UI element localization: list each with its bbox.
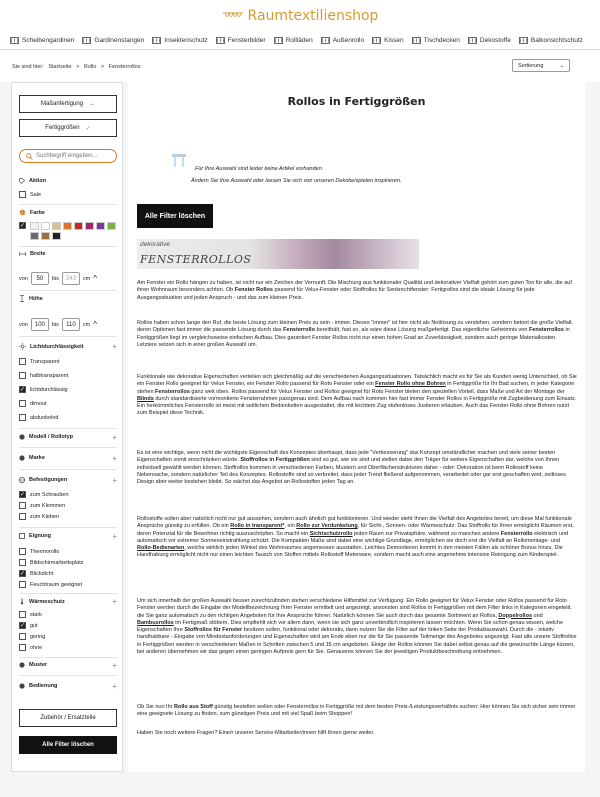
checkbox[interactable] bbox=[19, 386, 26, 393]
filter-option-label: zum Kleben bbox=[30, 513, 60, 520]
nav-item[interactable] bbox=[148, 37, 211, 44]
filter-option[interactable] bbox=[19, 386, 68, 393]
filter-sidebar bbox=[11, 82, 123, 772]
height-from-input[interactable]: 100 bbox=[31, 318, 49, 331]
filter-marke-header[interactable] bbox=[19, 455, 117, 461]
filter-option[interactable] bbox=[19, 548, 59, 555]
info-icon bbox=[19, 434, 25, 440]
filter-option[interactable] bbox=[19, 414, 58, 421]
color-swatch[interactable] bbox=[96, 222, 105, 230]
screw-icon bbox=[19, 477, 25, 483]
checkbox[interactable] bbox=[19, 491, 26, 498]
sort-select[interactable] bbox=[512, 59, 570, 72]
filter-option-label: Bildschirmarbeitsplatz bbox=[30, 559, 84, 566]
nav-item[interactable] bbox=[78, 37, 148, 44]
palette-icon bbox=[19, 209, 26, 216]
checkbox[interactable] bbox=[19, 502, 26, 509]
filter-eignung-title: Eignung bbox=[29, 533, 51, 539]
divider bbox=[19, 336, 117, 337]
sun-icon bbox=[19, 343, 26, 350]
collapse-icon[interactable]: + bbox=[112, 531, 117, 541]
expand-icon[interactable]: + bbox=[112, 432, 117, 442]
width-icon bbox=[19, 251, 26, 257]
divider bbox=[19, 593, 117, 594]
filter-option[interactable] bbox=[19, 400, 47, 407]
banner-title: FENSTERROLLOS bbox=[140, 253, 252, 266]
filter-option[interactable] bbox=[19, 502, 65, 509]
filter-option[interactable] bbox=[19, 559, 84, 566]
nav-item-label: Insektenschutz bbox=[164, 37, 208, 44]
insect-screen-icon bbox=[152, 37, 161, 44]
filter-licht-title: Lichtdurchlässigkeit bbox=[30, 343, 84, 350]
thermometer-icon bbox=[19, 598, 25, 605]
filter-option-label: zum Klemmen bbox=[30, 502, 66, 509]
text-paragraph: Funktionale wie dekorative Eigenschaften verteilen sich gleichmäßig auf die verschiedenen Ausgangssituationen. Tatsächlich macht es für Sie als Kunden wenig Unterschied, ob Sie ein Fenster Rollo geeignet für Velux Fenster, ein Fenster Rollo passend für Roto Fenster oder ein Fenster Rollo ohne Bohren in Fertiggröße für Ihr Bad suchen, in jeder Kategorie stehen Fensterrollos ganz weit oben. Rollos passend für Velux Fenster und Rollos geeignet für Roto Fenster bieten den speziellen Vorteil, dass Maße und Art der Montage der Blinds durch standardisierte vormontierte Fensterrahmen passgenau sind. Dem Aufbau nach kommen hier fast immer Fenster Rollos in Fertiggröße mit Zugbedienung zum Einsatz. Ein herkömmliches Fensterrollo ist meist mit seitlichen Bedienketten ausgestattet, die mit leichtem Zug stufenloses Justieren erlauben. Auch das Fenster Rollo ohne Bohren nutzt zum Beispiel diese Technik. bbox=[137, 374, 577, 417]
filter-option[interactable] bbox=[19, 570, 53, 577]
filter-option[interactable] bbox=[19, 611, 42, 618]
expand-icon[interactable]: + bbox=[112, 681, 117, 691]
range-from-label: von bbox=[19, 275, 28, 282]
check-icon: ✓ bbox=[85, 125, 91, 132]
text-paragraph: Haben Sie noch weitere Fragen? Eine/r unserer Service-Mitarbeiter/innen hilft Ihnen gerne weiter. bbox=[137, 730, 375, 736]
checkbox[interactable] bbox=[19, 358, 26, 365]
checkbox[interactable] bbox=[19, 622, 26, 629]
filter-option-label: gut bbox=[30, 622, 38, 629]
filter-option-label: dimout bbox=[30, 400, 47, 407]
filter-option-label: Transparent bbox=[30, 358, 60, 365]
checkbox[interactable] bbox=[19, 644, 26, 651]
filter-option-label: halbtransparent bbox=[30, 372, 69, 379]
color-swatch[interactable] bbox=[41, 232, 50, 240]
nav-item[interactable] bbox=[6, 37, 78, 44]
collapse-icon[interactable]: + bbox=[112, 342, 117, 351]
filter-hoehe-header[interactable] bbox=[19, 295, 117, 302]
fabric-icon bbox=[468, 37, 477, 44]
brand-icon bbox=[19, 455, 25, 461]
filter-option-label: stark bbox=[30, 611, 42, 618]
logo-curtain-icon bbox=[222, 11, 244, 21]
filter-licht-header[interactable] bbox=[19, 343, 117, 350]
nav-item-label: Balkonsichtschutz bbox=[530, 37, 583, 44]
no-results-hint: Ändern Sie Ihre Auswahl oder lassen Sie sich von unseren Dekobeispielen inspirieren. bbox=[191, 178, 402, 184]
text-paragraph: Rollos haben schon lange den Ruf, die beste Lösung zum kleinen Preis zu sein - immer. Dieses "immer" ist hier nicht als Notlösung zu verstehen, sondern betont die große Vielfalt, deren Optionen fast immer die passende Lösung durch das Fensterrollo bereithält, fast so, als wäre diese Lösung maßgefertigt. Das eigentliche Geheimnis von Fensterrollos in Fertiggrößen liegt im vergleichsweise einfachen Aufbau. Dies garantiert Fenster Rollos nicht nur einen hohen Grad an Zuverlässigkeit, sondern auch geringe Materialkosten. Letztere setzen sich in einer großen Auswahl um. bbox=[137, 320, 574, 348]
color-swatch[interactable] bbox=[41, 222, 50, 230]
site-logo[interactable] bbox=[222, 8, 379, 24]
collapse-icon[interactable]: + bbox=[112, 597, 117, 606]
tag-icon bbox=[19, 178, 25, 184]
filter-bedienung-header[interactable] bbox=[19, 683, 117, 689]
pattern-icon bbox=[19, 662, 25, 668]
filter-breite-title: Breite bbox=[30, 251, 46, 257]
text-paragraph: Rollostoffe sollen aber natürlich nicht nur gut aussehen, sondern auch ähnlich gut funktionieren. Und wieder steht Ihnen die Vielfalt des Angebotes bereit, um diese Mal funktionale Ansprüche günstig zu erfüllen. Ob ein Rollo in transparent*, ein Rollo zur Verdunkelung, für Sicht-, Sonnen- oder Wärmeschutz: Das Stoffrollo für Ihren ermöglicht Räumen erst, deren Potenzial für die Bewohner richtig auszuschöpfen. So macht ein Sichtschutzrollo jeden Raum zur Privatsphäre, während so manches andere Fensterrollo elektrisch und automatisch vor extremer Sonneneinstrahlung schützt. Die Kompakten Maße sind dabei eine wichtige Grundlage, ermöglichen sie doch erst die Vielfalt an Rollomontage- und Rollo-Bedienarten, welche wirklich jeden Winkel des Wohnraumes angemessen ausstatten. Leichtes Demontieren kommt in den meisten Fällen als schöner Bonus hinzu. Die Handhabung ermöglicht nicht nur einen leichten Tausch von Stoffen mittels Rollostoff Meterware, sondern macht auch eine angenehme intensive Reinigung zum Kinderspiel. bbox=[137, 516, 574, 559]
height-icon bbox=[19, 295, 25, 302]
filter-option-label: abdunkelnd bbox=[30, 414, 59, 421]
breadcrumb-separator: > bbox=[76, 64, 80, 70]
search-placeholder: Suchbegriff eingeben... bbox=[36, 153, 98, 159]
accessories-button[interactable]: Zubehör / Ersatzteile bbox=[19, 709, 117, 727]
nav-item-label: Rollläden bbox=[285, 37, 313, 44]
filter-modell-header[interactable] bbox=[19, 434, 117, 440]
divider bbox=[19, 428, 117, 429]
filter-aktion-title: Aktion bbox=[29, 178, 47, 184]
checkbox[interactable] bbox=[19, 633, 26, 640]
nav-item-label: Kissen bbox=[384, 37, 404, 44]
nav-item[interactable] bbox=[212, 37, 270, 44]
filter-option-label: Feuchtraum geeignet bbox=[30, 581, 82, 588]
filter-farbe-header[interactable] bbox=[19, 209, 117, 216]
breadcrumb-rollo[interactable]: Rollo bbox=[83, 64, 97, 70]
caret-up-icon[interactable]: ^ bbox=[93, 320, 98, 329]
site-header bbox=[0, 0, 600, 32]
breadcrumb bbox=[12, 64, 143, 70]
collapse-icon[interactable]: + bbox=[112, 475, 117, 485]
filter-option[interactable] bbox=[19, 372, 68, 379]
filter-option-label: ohne bbox=[30, 644, 43, 651]
control-icon bbox=[19, 683, 25, 689]
checkbox[interactable] bbox=[19, 548, 26, 555]
filter-marke-title: Marke bbox=[29, 455, 45, 461]
range-to-label: bis bbox=[51, 275, 59, 282]
width-range bbox=[19, 272, 97, 285]
divider bbox=[19, 204, 117, 205]
filter-muster-title: Muster bbox=[29, 662, 48, 668]
text-paragraph: Es ist eine wichtige, wenn nicht die wichtigste Eigenschaft des Konzeptes überhaupt, dass jede "Verbesserung" das Konzept umständlicher machen und viele seiner besten Eigenschaften somit einschränken würde. Stoffrollos in Fertiggrößen sind so gut, wie sie sind und stellen dabei den Träger für weitere Eigenschaften dar, welche von Ihnen individuell gewählt werden können. Stoffrollos kommen in verschiedenen Farben, Mustern und Oberflächenstrukturen daher - oder: Dekoration ist beim Rollostoff keine Nebensache, sondern natürlicher Teil des Konzeptes. Rollostoffe sind so verbreitet, dass jeder Trend fließend aufgenommen, verarbeitet oder gar erst geschaffen wird, zeitloses Design aber weiter bestehen bleibt. So wächst das Angebot an Rollostoffen jeden Tag an. bbox=[137, 450, 566, 485]
unit-label: cm bbox=[82, 321, 91, 328]
color-swatch[interactable] bbox=[52, 222, 61, 230]
breadcrumb-home[interactable]: Startseite bbox=[48, 64, 72, 70]
divider bbox=[19, 447, 117, 448]
banner-subtitle: dekorative bbox=[140, 241, 170, 248]
divider bbox=[19, 675, 117, 676]
arrow-right-icon: → bbox=[89, 101, 96, 107]
filter-befest-title: Befestigungen bbox=[29, 477, 68, 483]
height-to-input[interactable]: 110 bbox=[62, 318, 80, 331]
height-range bbox=[19, 318, 97, 331]
custom-size-label: Maßanfertigung bbox=[40, 101, 84, 107]
nav-item[interactable] bbox=[368, 37, 408, 44]
checkbox[interactable] bbox=[19, 559, 26, 566]
empty-result-icon bbox=[171, 153, 187, 169]
deco-banner[interactable] bbox=[137, 239, 419, 269]
logo-text: Raumtextilienshop bbox=[247, 8, 379, 24]
window-picture-icon bbox=[216, 37, 225, 44]
width-from-input[interactable]: 50 bbox=[31, 272, 49, 285]
checkbox[interactable] bbox=[19, 191, 26, 198]
filter-option-sale[interactable] bbox=[19, 191, 41, 198]
color-swatch[interactable] bbox=[52, 232, 61, 240]
category-nav bbox=[0, 32, 600, 50]
breadcrumb-separator: > bbox=[100, 64, 105, 70]
nav-item[interactable] bbox=[408, 37, 464, 44]
sort-label: Sortierung bbox=[518, 62, 544, 69]
chevron-down-icon: ⌄ bbox=[559, 62, 564, 69]
search-input[interactable] bbox=[19, 149, 117, 163]
filter-muster-header[interactable] bbox=[19, 662, 117, 668]
nav-item[interactable] bbox=[515, 37, 587, 44]
checkbox[interactable] bbox=[19, 570, 26, 577]
text-paragraph: Am Fenster ein Rollo hängen zu haben, ist nicht nur ein Zeichen der Vernunft. Die Mischung aus funktionaler Qualität und dekorativer Vielfalt gehört zum guten Ton für alle, die auf ihren Wohnraum besonders achten. Ob Fenster Rollos passend für Velux-Fenster oder Stoffrollos für Senkrechtfenster: Fertigrollos sind die ideale Lösung für jede Ausgangssituation und jeden Anspruch - und das zum kleinen Preis. bbox=[137, 280, 572, 301]
checkbox[interactable] bbox=[19, 581, 26, 588]
filter-option-label: gering bbox=[30, 633, 46, 640]
filter-breite-header[interactable] bbox=[19, 251, 117, 257]
color-swatch[interactable] bbox=[30, 232, 39, 240]
checkbox[interactable] bbox=[19, 400, 26, 407]
nav-item-label: Gardinenstangen bbox=[94, 37, 145, 44]
divider bbox=[19, 657, 117, 658]
nav-item-label: Fensterbilder bbox=[227, 37, 266, 44]
caret-up-icon[interactable]: ^ bbox=[93, 274, 98, 283]
text-paragraph: Um sich innerhalb der großen Auswahl besser zurechtzufinden stehen verschiedene Hilfsmittel zur Verfügung. Ein Rollo geeignet für Velux Fenster oder Rollos passend für Roto Fenster werden durch die Eingabe der Modellbezeichnung Ihrer Fenster ermittelt und angezeigt, ansonsten sind Rollos in Fertiggrößen mit dem Filter links in Kategorien eingeteilt, die Sie ganz automatisch zu den richtigen Angeboten für Ihre Ansprüche führen. Natürlich können Sie auch durch das gesamte Sortiment an Rollos, Doppelrollos und Bambusrollos im Fertigmaß stöbern. Dies empfiehlt sich vor allem dann, wenn sie sich ganz unverbindlich inspirieren lassen möchten. Wenn Sie schon genau wissen, welche Eigenschaften Ihre Stoffrollos für Fenster besitzen sollen, funktional oder dekorativ, dann nutzen Sie die Filter auf der linken Seite der Produktauswahl. Durch die - intuitiv handhabbare - Eingabe von Mindestanforderungen und Eigenschaften wird am Ende eben nur die für Sie passende Teilmenge des Angebotes angezeigt. Fast alle unsere Stoffrollos in Fertiggrößen werden in verschiedenen Maßen in Schritten zwischen 5 und 15 cm angeboten. Einige der Rollos können Sie dabei selbst genau auf die gewünschte Länge kürzen, bei anderen übernehmen wir das gegen einen geringen Aufpreis gern für Sie. Genaueres können Sie der jeweiligen Produktbeschreibung entnehmen. bbox=[137, 598, 577, 655]
color-swatch[interactable] bbox=[107, 222, 116, 230]
color-selected-marker[interactable] bbox=[19, 222, 26, 229]
checkbox[interactable] bbox=[19, 372, 26, 379]
nav-item-label: Scheibengardinen bbox=[22, 37, 75, 44]
no-results-message: Für Ihre Auswahl sind leider keine Artikel vorhanden. bbox=[195, 166, 324, 172]
window-curtain-icon bbox=[10, 37, 19, 44]
filter-eignung-header[interactable] bbox=[19, 533, 117, 539]
color-swatch[interactable] bbox=[63, 222, 72, 230]
filter-farbe-title: Farbe bbox=[30, 209, 45, 216]
filter-waerme-title: Wärmeschutz bbox=[29, 598, 65, 605]
unit-label: cm bbox=[82, 275, 91, 282]
range-from-label: von bbox=[19, 321, 28, 328]
filter-modell-title: Modell / Rollotyp bbox=[29, 434, 73, 440]
nav-item[interactable] bbox=[464, 37, 515, 44]
nav-item-label: Tischdecken bbox=[423, 37, 460, 44]
filter-option[interactable] bbox=[19, 622, 38, 629]
filter-option-label: lichtdurchlässig bbox=[30, 386, 68, 393]
divider bbox=[19, 290, 117, 291]
color-swatch[interactable] bbox=[30, 222, 39, 230]
tablecloth-icon bbox=[412, 37, 421, 44]
divider bbox=[19, 469, 117, 470]
search-icon bbox=[26, 153, 33, 160]
breadcrumb-current: Fensterrollos bbox=[108, 64, 141, 70]
range-to-label: bis bbox=[51, 321, 59, 328]
shutter-icon bbox=[274, 37, 283, 44]
divider bbox=[19, 527, 117, 528]
nav-item-label: Dekostoffe bbox=[479, 37, 511, 44]
filter-hoehe-title: Höhe bbox=[29, 295, 43, 302]
expand-icon[interactable]: + bbox=[112, 453, 117, 463]
filter-option-label: Blickdicht bbox=[30, 570, 54, 577]
filter-bedienung-title: Bedienung bbox=[29, 683, 58, 689]
divider bbox=[19, 246, 117, 247]
filter-option-label: Sale bbox=[30, 191, 42, 198]
breadcrumb-prefix: Sie sind hier: bbox=[12, 64, 44, 70]
page-title: Rollos in Fertiggrößen bbox=[287, 95, 426, 108]
filter-befest-header[interactable] bbox=[19, 477, 117, 483]
filter-option[interactable] bbox=[19, 644, 42, 651]
filter-option[interactable] bbox=[19, 513, 59, 520]
checkbox[interactable] bbox=[19, 513, 26, 520]
filter-option[interactable] bbox=[19, 358, 59, 365]
filter-option[interactable] bbox=[19, 491, 69, 498]
nav-item[interactable] bbox=[270, 37, 317, 44]
checkbox[interactable] bbox=[19, 222, 26, 229]
custom-size-button[interactable] bbox=[19, 95, 117, 113]
expand-icon[interactable]: + bbox=[112, 660, 117, 670]
ready-size-button[interactable] bbox=[19, 119, 117, 137]
color-swatch[interactable] bbox=[85, 222, 94, 230]
width-to-input[interactable]: 243 bbox=[62, 272, 80, 285]
nav-item[interactable] bbox=[317, 37, 368, 44]
clear-filters-main-button[interactable]: Alle Filter löschen bbox=[137, 204, 213, 228]
filter-option-label: Thermorollo bbox=[30, 548, 60, 555]
color-swatches bbox=[30, 222, 120, 240]
checkbox[interactable] bbox=[19, 414, 26, 421]
checkbox[interactable] bbox=[19, 611, 26, 618]
text-paragraph: Ob Sie nun Ihr Rollo aus Stoff günstig bestellen wollen oder Fensterrollos in Fertiggröße mit dem besten Preis-/Leistungsverhältnis suchen: Hier können Sie sich sicher sein immer eine geeignete Lösung zu finden, zum günstigen Preis und mit viel Spaß beim Shoppen! bbox=[137, 704, 576, 718]
color-swatch[interactable] bbox=[74, 222, 83, 230]
main-content bbox=[128, 82, 585, 772]
filter-option-label: zum Schrauben bbox=[30, 491, 69, 498]
curtain-rod-icon bbox=[82, 37, 91, 44]
ready-size-label: Fertiggrößen bbox=[45, 125, 80, 131]
clear-filters-button[interactable]: Alle Filter löschen bbox=[19, 736, 117, 754]
cushion-icon bbox=[372, 37, 381, 44]
balcony-screen-icon bbox=[519, 37, 528, 44]
filter-option[interactable] bbox=[19, 581, 82, 588]
filter-aktion-header[interactable] bbox=[19, 178, 117, 184]
nav-item-label: Außenrollo bbox=[332, 37, 365, 44]
filter-option[interactable] bbox=[19, 633, 45, 640]
suitability-icon bbox=[19, 533, 25, 539]
outdoor-blind-icon bbox=[321, 37, 330, 44]
filter-waerme-header[interactable] bbox=[19, 598, 117, 605]
